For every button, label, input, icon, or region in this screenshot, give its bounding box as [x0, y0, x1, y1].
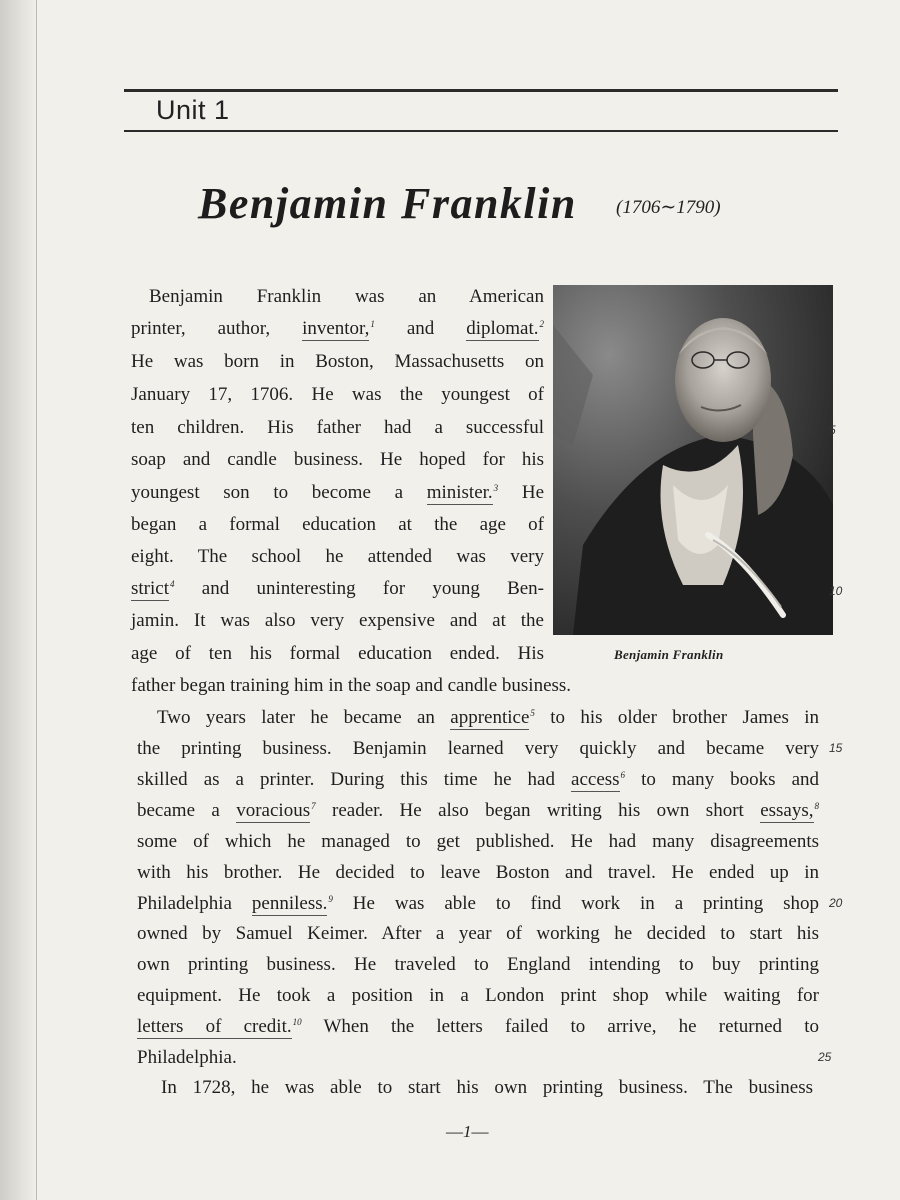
footnote-marker-6: 6: [620, 770, 626, 780]
text-line-23: equipment. He took a position in a London print shop while waiting for: [137, 985, 819, 1006]
text-line-14: [157, 707, 819, 729]
text-line-10: [131, 578, 544, 600]
line-number-5: 5: [829, 423, 836, 437]
text-fragment: He: [521, 482, 545, 503]
text-fragment: Philadelphia: [137, 893, 232, 914]
text-line-15: the printing business. Benjamin learned very quickly and became very: [137, 738, 819, 759]
text-line-3: He was born in Boston, Massachusetts on: [131, 351, 544, 372]
text-fragment: When the letters failed to arrive, he returned to: [323, 1016, 819, 1037]
image-caption: Benjamin Franklin: [614, 647, 724, 662]
text-fragment: to many books and: [641, 769, 820, 790]
footnote-marker-9: 9: [328, 894, 333, 904]
unit-rule-bottom: [124, 130, 838, 132]
text-line-11: jamin. It was also very expensive and at the: [131, 610, 544, 631]
footnote-marker-7: 7: [311, 801, 316, 811]
line-number-15: 15: [829, 741, 843, 755]
line-number-10: 10: [829, 584, 843, 598]
text-line-5: ten children. His father had a successful: [131, 417, 544, 438]
page-number-value: 1: [463, 1122, 472, 1141]
text-fragment: printer, author,: [131, 318, 271, 339]
vocab-letters-of-credit: letters of credit.: [137, 1016, 292, 1037]
text-line-6: soap and candle business. He hoped for his: [131, 449, 544, 470]
vocab-penniless: penniless.: [251, 893, 328, 914]
text-line-4: January 17, 1706. He was the youngest of: [131, 384, 544, 405]
text-line-17: [137, 800, 819, 822]
folio-dash-left: —: [446, 1122, 463, 1141]
life-dates: (1706∼1790): [616, 197, 721, 218]
text-fragment: to his older brother James in: [550, 707, 820, 728]
portrait-image: [553, 285, 833, 635]
text-fragment: He was able to find work in a printing shop: [352, 893, 820, 914]
text-line-1: Benjamin Franklin was an American: [149, 286, 544, 307]
text-line-20: [137, 893, 819, 915]
footnote-marker-3: 3: [493, 483, 499, 493]
text-line-26: In 1728, he was able to start his own printing business. The business: [161, 1077, 813, 1098]
text-fragment: Two years later he became an: [157, 707, 435, 728]
text-line-7: [131, 482, 544, 504]
footnote-marker-1: 1: [370, 319, 375, 329]
text-line-21: owned by Samuel Keimer. After a year of working he decided to start his: [137, 923, 819, 944]
text-fragment: became a: [137, 800, 220, 821]
line-number-20: 20: [829, 896, 843, 910]
text-line-2: [131, 318, 544, 340]
text-fragment: and: [406, 318, 435, 339]
text-fragment: skilled as a printer. During this time he had: [137, 769, 555, 790]
unit-label: Unit 1: [156, 95, 230, 125]
line-number-25: 25: [818, 1050, 832, 1064]
portrait-painting-icon: [553, 285, 833, 635]
vocab-essays: essays,: [760, 800, 814, 821]
vocab-inventor: inventor,: [302, 318, 370, 339]
text-line-16: [137, 769, 819, 791]
footnote-marker-4: 4: [170, 579, 175, 589]
folio-dash-right: —: [471, 1122, 489, 1141]
footnote-marker-8: 8: [814, 801, 819, 811]
text-line-25: Philadelphia.: [137, 1047, 237, 1068]
footnote-marker-5: 5: [530, 708, 535, 718]
footnote-marker-2: 2: [539, 319, 545, 329]
page-title: Benjamin Franklin: [198, 179, 577, 228]
text-line-12: age of ten his formal education ended. His: [131, 643, 544, 664]
text-line-19: with his brother. He decided to leave Boston and travel. He ended up in: [137, 862, 819, 883]
unit-rule-top: [124, 89, 838, 92]
vocab-strict: strict: [131, 578, 169, 599]
text-line-22: own printing business. He traveled to England intending to buy printing: [137, 954, 819, 975]
footnote-marker-10: 10: [292, 1017, 302, 1027]
vocab-minister: minister.: [426, 482, 493, 503]
page-fold-line: [36, 0, 37, 1200]
text-line-9: eight. The school he attended was very: [131, 546, 544, 567]
text-line-8: began a formal education at the age of: [131, 514, 544, 535]
text-fragment: reader. He also began writing his own short: [332, 800, 744, 821]
page-number: [446, 1122, 489, 1142]
text-line-24: [137, 1016, 819, 1038]
text-line-13: father began training him in the soap and candle business.: [131, 675, 572, 696]
text-fragment: and uninteresting for young Ben-: [201, 578, 545, 599]
vocab-diplomat: diplomat.: [466, 318, 539, 339]
vocab-voracious: voracious: [236, 800, 311, 821]
text-line-18: some of which he managed to get published. He had many disagreements: [137, 831, 819, 852]
left-page-edge: [0, 0, 38, 1200]
vocab-access: access: [571, 769, 620, 790]
vocab-apprentice: apprentice: [450, 707, 530, 728]
text-fragment: youngest son to become a: [131, 482, 403, 503]
